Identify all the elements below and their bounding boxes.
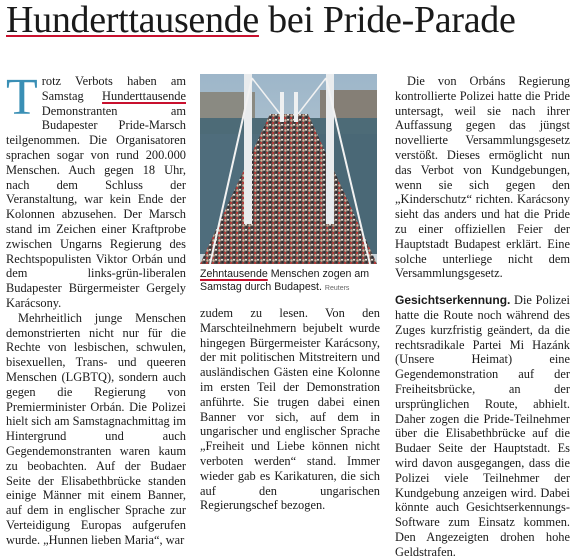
paragraph-text: rotz Verbots haben am Samstag bbox=[41, 74, 186, 103]
bridge-crowd-image bbox=[200, 74, 377, 264]
paragraph-2: Mehrheitlich junge Menschen demonstrierten nicht nur für die Rechte von lesbischen, schwulen, bisexuellen, Trans- und queeren Menschen (LGBTQ), sondern auch gegen die Regierung von Premierminister Orbán. Die Polizei hielt sich am Samstagnachmittag im Hintergrund und auch Gegendemonstranten waren kaum zu beobachten. Auf der Budaer Seite der Elisabethbrücke standen einige Männer mit einem Banner, auf dem in englischer Sprache zur Verteidigung Europas aufgerufen wurde. „Hunnen lieben Maria“, war bbox=[6, 310, 186, 547]
paragraph-text: Demonstranten am Budapester Pride-Marsch teilgenommen. Die Organisatoren sprachen sogar von rund 200.000 Menschen. Auch gegen 18 Uhr, nach dem Schluss der Veranstaltung, war kein Ende der Kolonnen abzusehen. Der Marsch stand im Zeichen einer Kraftprobe zwischen Ungarns Regierung des Rechtspopulisten Viktor Orbán und dem links-grün-liberalen Budapester Bürgermeister Gergely Karácsony. bbox=[6, 103, 186, 310]
paragraph-3: zudem zu lesen. Von den Marschteilnehmern bejubelt wurde hingegen Bürgermeister Karácsony, der mit politischen Mitstreitern und ausländischen Gästen eine Kolonne im ersten Teil der Demonstration anführte. Sie trugen dabei einen Banner vor sich, auf dem in ungarischer und englischer Sprache „Freiheit und Liebe können nicht verboten werden“ stand. Immer wieder gab es Karikaturen, die sich auf den ungarischen Regierungschef bezogen. bbox=[200, 306, 380, 513]
photo-credit: Reuters bbox=[324, 285, 350, 292]
highlight-word: Hunderttausende bbox=[102, 88, 186, 103]
article-photo bbox=[200, 74, 377, 264]
headline-rest: bei Pride-Parade bbox=[258, 0, 516, 41]
article-column-2 bbox=[200, 306, 380, 513]
paragraph-5 bbox=[395, 293, 570, 559]
paragraph-4: Die von Orbáns Regierung kontrollierte Polizei hatte die Pride untersagt, weil sie nach ihrer Auffassung gegen das jüngst novellierte Versammlungsgesetz verstößt. Dieses ermöglicht nun das Verbot von Kundgebungen, wenn sie sich gegen den „Kinderschutz“ richten. Karácsony sieht das anders und hat die Pride zu einer offiziellen Feier der Hauptstadt Budapest erklärt. Eine solche unterliege nicht dem Versammlungsgesetz. bbox=[395, 74, 570, 281]
paragraph-text: Die Polizei hatte die Route noch während des Zuges kurzfristig geändert, da die rechtsradikale Partei Mi Hazánk (Unsere Heimat) eine Gegendemonstration auf der Freiheitsbrücke, an der ursprünglichen Route, abhielt. Daher zogen die Pride-Teilnehmer über die Elisabethbrücke auf die Budaer Seite der Hauptstadt. Es wird davon ausgegangen, dass die Polizei viele Teilnehmer der Kundgebung anzeigen wird. Dabei könnte auch Gesichtserkennungs-Software zum Einsatz kommen. Den Angezeigten drohen hohe Geldstrafen. bbox=[395, 293, 570, 559]
headline-highlight: Hunderttausende bbox=[6, 0, 259, 41]
caption-text: Menschen zogen am Samstag durch Budapest. bbox=[200, 268, 370, 293]
caption-highlight: Zehntausende bbox=[200, 268, 268, 280]
paragraph-1 bbox=[6, 69, 186, 311]
article-column-3 bbox=[395, 74, 570, 560]
drop-cap: T bbox=[6, 69, 38, 126]
photo-caption bbox=[200, 268, 380, 295]
headline bbox=[6, 0, 571, 40]
article-column-1 bbox=[6, 69, 186, 548]
subheading: Gesichtserkennung. bbox=[395, 293, 511, 308]
